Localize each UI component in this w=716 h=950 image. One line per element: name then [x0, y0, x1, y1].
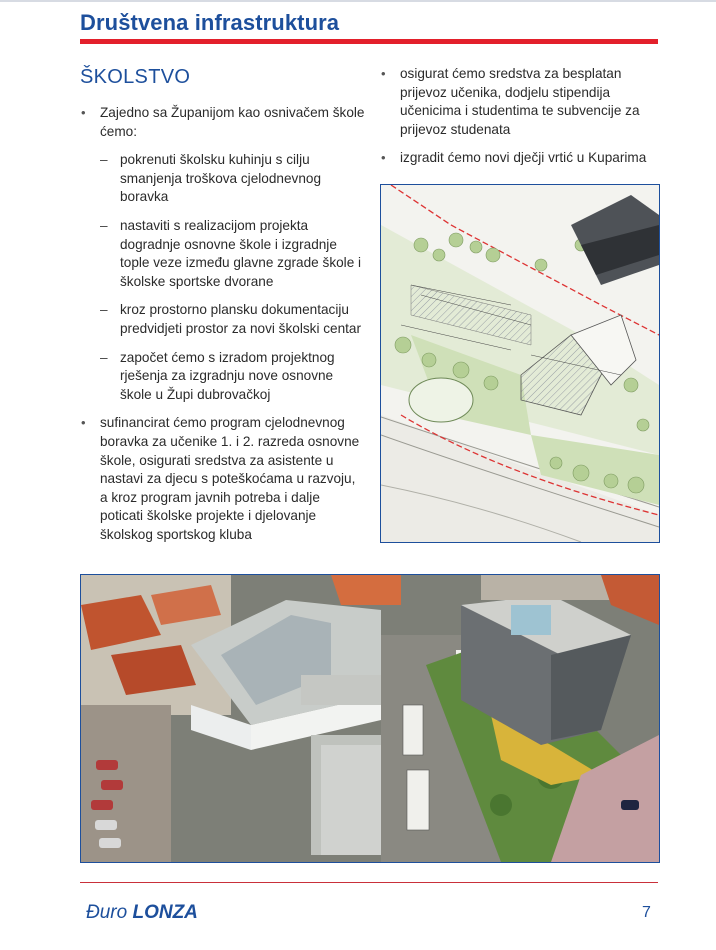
sub-list: [100, 151, 365, 404]
bullet-icon: •: [381, 66, 386, 81]
section-title: ŠKOLSTVO: [80, 66, 191, 88]
candidate-last-name: LONZA: [132, 902, 198, 923]
right-column-list: [380, 65, 662, 178]
dash-icon: –: [100, 349, 108, 365]
list-item: [380, 149, 662, 168]
bullet-icon: •: [81, 105, 86, 120]
candidate-first-name: Đuro: [86, 902, 128, 923]
sub-item-text: kroz prostorno plansku dokumentaciju predvidjeti prostor za novi školski centar: [120, 302, 362, 336]
bullet-text: izgradit ćemo novi dječji vrtić u Kuparima: [400, 150, 647, 166]
top-border: [0, 0, 716, 2]
sub-list-item: [100, 151, 365, 207]
footer-brand: [86, 902, 198, 924]
sub-item-text: nastaviti s realizacijom projekta dogradnje osnovne škole i izgradnje tople veze između glavne zgrade škole i školske sportske dvorane: [120, 217, 362, 289]
sub-item-text: pokrenuti školsku kuhinju s cilju smanjenja troškova cjelodnevnog boravka: [120, 152, 322, 205]
dash-icon: –: [100, 217, 108, 233]
dash-icon: –: [100, 302, 108, 318]
list-item: [380, 65, 662, 139]
bullet-text: osigurat ćemo sredstva za besplatan prijevoz učenika, dodjelu stipendija učenicima i studentima te subvencije za prijevoz studenata: [400, 66, 640, 137]
page-title: Društvena infrastruktura: [80, 10, 340, 35]
site-plan-drawing: [381, 185, 659, 542]
aerial-school-photo: [80, 574, 660, 863]
bullet-text: Zajedno sa Županijom kao osnivačem škole ćemo:: [100, 105, 365, 139]
left-column-list: [80, 104, 365, 554]
footer-rule: [80, 882, 658, 883]
dash-icon: –: [100, 152, 108, 168]
page-number: 7: [642, 904, 651, 921]
sub-list-item: [100, 301, 365, 338]
site-plan-image: [380, 184, 660, 543]
sub-list-item: [100, 349, 365, 405]
list-item: [80, 104, 365, 404]
aerial-illustration: [81, 575, 659, 862]
bullet-text: sufinancirat ćemo program cjelodnevnog boravka za učenike 1. i 2. razreda osnovne škole, osigurati sredstva za asistente u nastavi za djecu s poteškoćama u razvoju, a kroz program javnih potreba i dalje poticati školske projekte i djelovanje školskog sportskog kluba: [100, 415, 360, 542]
sub-list-item: [100, 217, 365, 291]
bullet-icon: •: [81, 415, 86, 431]
sub-item-text: započet ćemo s izradom projektnog rješenja za izgradnju nove osnovne škole u Župi dubrovačkoj: [120, 349, 335, 402]
list-item: [80, 414, 365, 544]
bullet-icon: •: [381, 150, 386, 166]
title-underline: [80, 39, 658, 44]
